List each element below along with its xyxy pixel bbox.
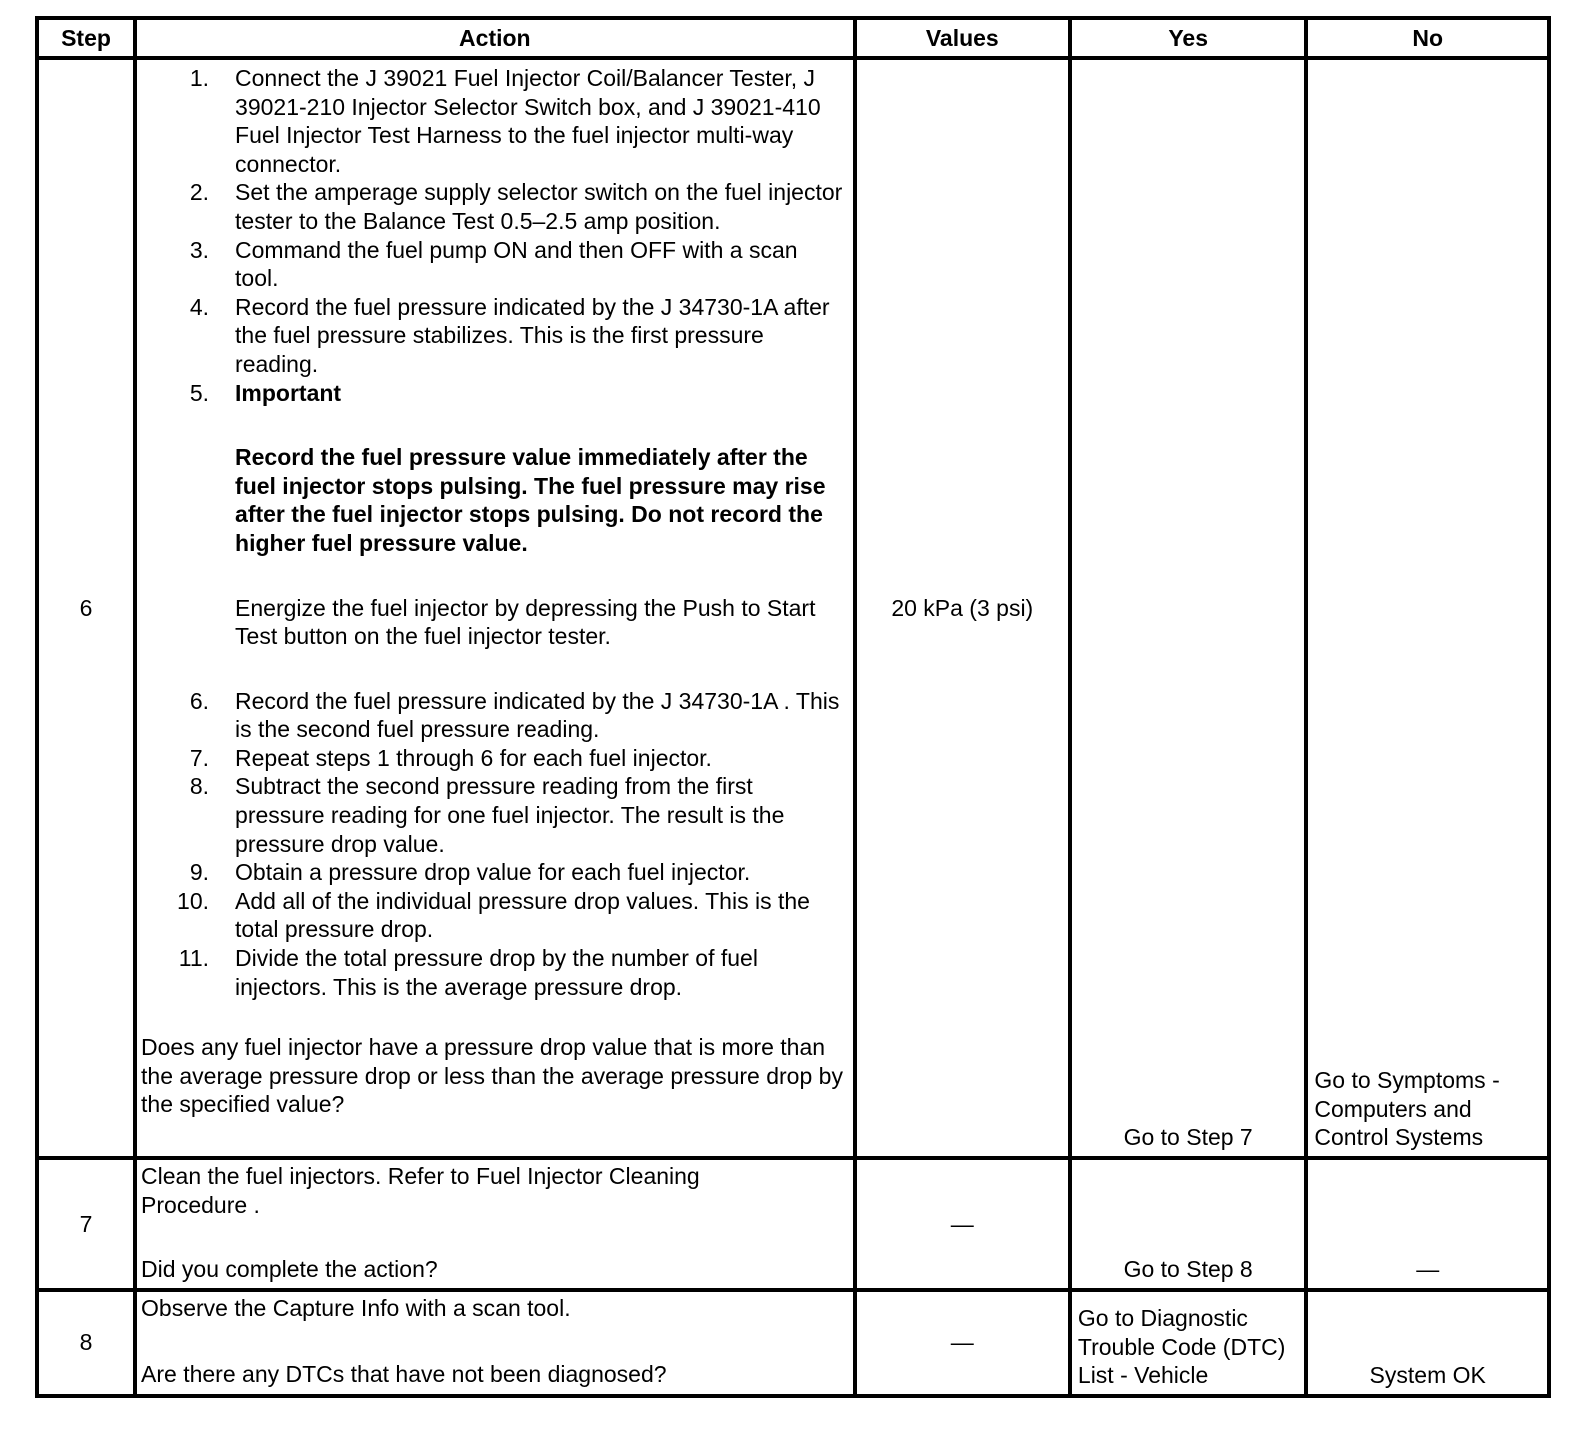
step-number: 6 (37, 58, 135, 1158)
procedure-item-number: 2. (189, 179, 210, 206)
procedure-item-text: Repeat steps 1 through 6 for each fuel injector. (235, 744, 712, 771)
step-question: Did you complete the action? (141, 1256, 438, 1283)
energize-text: Energize the fuel injector by depressing the Push to Start Test button on the fuel injector tester. (235, 594, 816, 650)
action-text: Clean the fuel injectors. Refer to Fuel Injector Cleaning Procedure . (141, 1163, 700, 1218)
no-cell: System OK (1306, 1290, 1549, 1396)
important-heading: Important (235, 379, 342, 406)
procedure-item-number: 8. (189, 773, 210, 800)
values-cell: — (855, 1158, 1070, 1290)
diagnostic-table (35, 16, 1551, 1398)
procedure-item-number: 11. (178, 945, 210, 972)
header-no: No (1306, 18, 1549, 58)
procedure-item-text: Connect the J 39021 Fuel Injector Coil/Balancer Tester, J 39021-210 Injector Selector Switch box, and J 39021-410 Fuel Injector Test Harness to the fuel injector multi-way connector. (235, 65, 821, 177)
yes-cell: Go to Step 7 (1070, 58, 1307, 1158)
procedure-item (141, 858, 847, 887)
action-cell (135, 58, 855, 1158)
action-text: Observe the Capture Info with a scan tool. (141, 1294, 571, 1321)
procedure-item (141, 744, 847, 773)
procedure-item (141, 687, 847, 744)
action-cell (135, 1290, 855, 1396)
step-number: 7 (37, 1158, 135, 1290)
procedure-list (141, 64, 847, 1001)
procedure-item-number: 7. (189, 744, 210, 771)
step-question: Are there any DTCs that have not been diagnosed? (141, 1361, 667, 1388)
procedure-item-number: 1. (189, 65, 210, 91)
header-row (37, 18, 1549, 58)
no-cell: Go to Symptoms - Computers and Control Systems (1306, 58, 1549, 1158)
no-cell: — (1306, 1158, 1549, 1290)
values-cell: 20 kPa (3 psi) (855, 58, 1070, 1158)
procedure-item (141, 178, 847, 235)
yes-cell: Go to Step 8 (1070, 1158, 1307, 1290)
yes-cell: Go to Diagnostic Trouble Code (DTC) List - Vehicle (1070, 1290, 1307, 1396)
procedure-item (141, 887, 847, 944)
procedure-item-text: Command the fuel pump ON and then OFF with a scan tool. (235, 236, 798, 292)
procedure-item-text: Set the amperage supply selector switch on the fuel injector tester to the Balance Test 0.5–2.5 amp position. (235, 179, 843, 234)
procedure-item-number: 6. (189, 687, 210, 714)
procedure-item (141, 236, 847, 293)
step-number: 8 (37, 1290, 135, 1396)
values-cell: — (855, 1290, 1070, 1396)
header-action: Action (135, 18, 855, 58)
procedure-item-number: 10. (177, 887, 210, 914)
procedure-item (141, 293, 847, 379)
procedure-item-important (235, 379, 847, 687)
procedure-item-text: Record the fuel pressure indicated by the J 34730-1A after the fuel pressure stabilizes. This is the first pressure reading. (235, 293, 830, 377)
step-question: Does any fuel injector have a pressure drop value that is more than the average pressure drop or less than the average pressure drop by the specified value? (141, 1034, 843, 1118)
header-step: Step (37, 18, 135, 58)
procedure-item-text: Subtract the second pressure reading from the first pressure reading for one fuel injector. The result is the pressure drop value. (235, 773, 785, 857)
procedure-item-text: Add all of the individual pressure drop values. This is the total pressure drop. (235, 887, 810, 943)
header-yes: Yes (1070, 18, 1307, 58)
procedure-item-text: Record the fuel pressure indicated by the J 34730-1A . This is the second fuel pressure reading. (235, 687, 840, 743)
procedure-item (141, 64, 847, 178)
table-row-step-7 (37, 1158, 1549, 1290)
procedure-item-number: 9. (189, 859, 210, 886)
procedure-item-text: Obtain a pressure drop value for each fuel injector. (235, 859, 751, 886)
table-row-step-8 (37, 1290, 1549, 1396)
action-cell (135, 1158, 855, 1290)
procedure-item-number: 4. (189, 293, 210, 320)
procedure-item (141, 772, 847, 858)
header-values: Values (855, 18, 1070, 58)
procedure-item-number: 3. (189, 236, 210, 263)
procedure-item-text: Divide the total pressure drop by the number of fuel injectors. This is the average pressure drop. (235, 945, 758, 1000)
procedure-item (141, 379, 847, 687)
procedure-item-number: 5. (189, 379, 210, 406)
table-row-step-6 (37, 58, 1549, 1158)
important-note: Record the fuel pressure value immediately after the fuel injector stops pulsing. The fuel pressure may rise after the fuel injector stops pulsing. Do not record the higher fuel pressure value. (235, 444, 826, 556)
procedure-item (141, 944, 847, 1001)
